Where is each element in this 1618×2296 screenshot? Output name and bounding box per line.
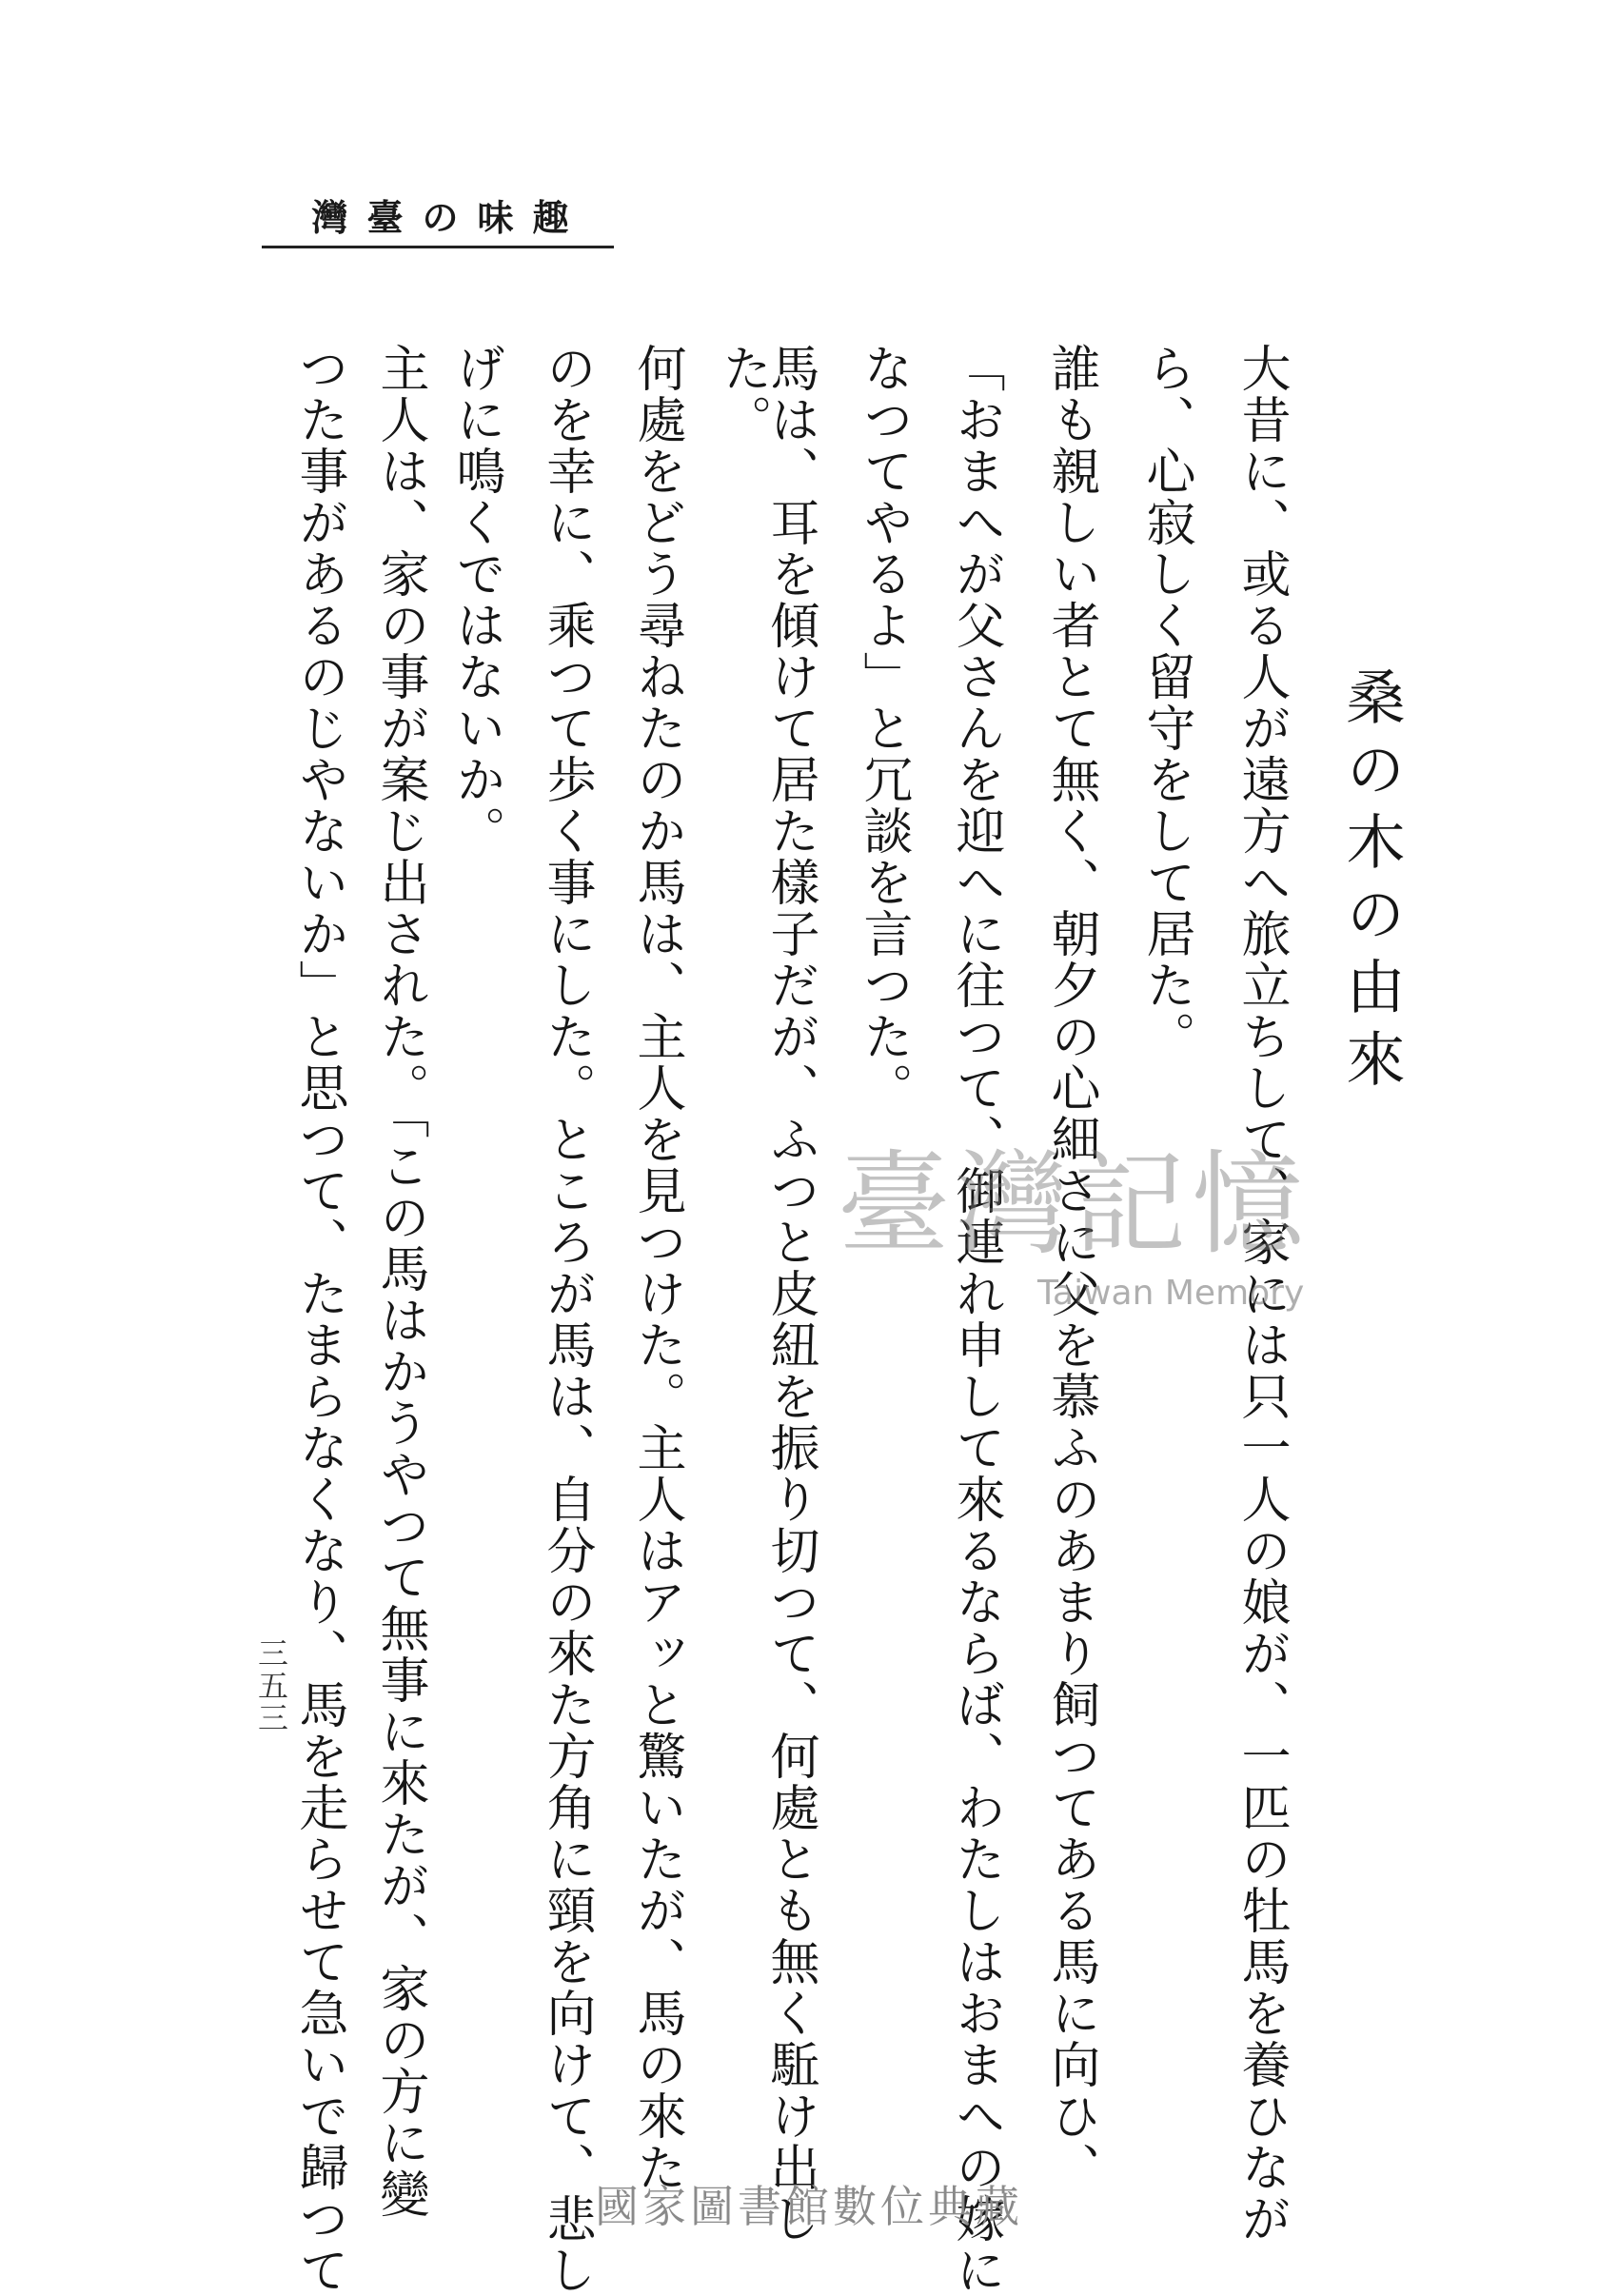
header-rule: [262, 246, 614, 248]
page-number: 三五三: [253, 1637, 289, 1734]
text-column-3: 誰も親しい者とて無く、朝夕の心細さに父を慕ふのあまり飼つてある馬に向ひ、: [1042, 343, 1099, 2193]
text-column-9: のを幸に、乘つて歩く事にした。ところが馬は、自分の來た方角に頸を向けて、悲し: [538, 343, 595, 2296]
footer-credit: 國家圖書館數位典藏: [595, 2181, 1023, 2232]
text-column-12: つた事があるのじやないか」と思つて、たまらなくなり、馬を走らせて急いで歸つて: [290, 343, 347, 2296]
text-column-8: 何處をどう尋ねたのか馬は、主人を見つけた。主人はアッと驚いたが、馬の來た: [628, 343, 685, 2193]
text-column-7: た。: [714, 343, 771, 445]
text-column-6: 馬は、耳を傾けて居た樣子だが、ふつと皮紐を振り切つて、何處とも無く駈け出し: [761, 343, 819, 2245]
text-column-4: 「おまへが父さんを迎へに往つて、御連れ申して來るならば、わたしはおまへの嫁に: [947, 343, 1004, 2296]
text-column-1: 大昔に、或る人が遠方へ旅立ちして、家には只一人の娘が、一匹の牡馬を養ひなが: [1233, 343, 1290, 2245]
chapter-title: 桑の木の由來: [1336, 666, 1406, 1100]
text-column-11: 主人は、家の事が案じ出された。「この馬はかうやつて無事に來たが、家の方に變: [371, 343, 428, 2220]
text-column-10: げに鳴くではないか。: [447, 343, 504, 857]
watermark-subtitle: Taiwan Memory: [1037, 1274, 1305, 1313]
text-column-5: なつてやるよ」と冗談を言つた。: [855, 343, 912, 1114]
watermark-text: 臺灣記憶: [838, 1138, 1311, 1270]
running-header: 趣味の臺灣: [311, 196, 588, 239]
text-column-2: ら、心寂しく留守をして居た。: [1137, 343, 1194, 1062]
